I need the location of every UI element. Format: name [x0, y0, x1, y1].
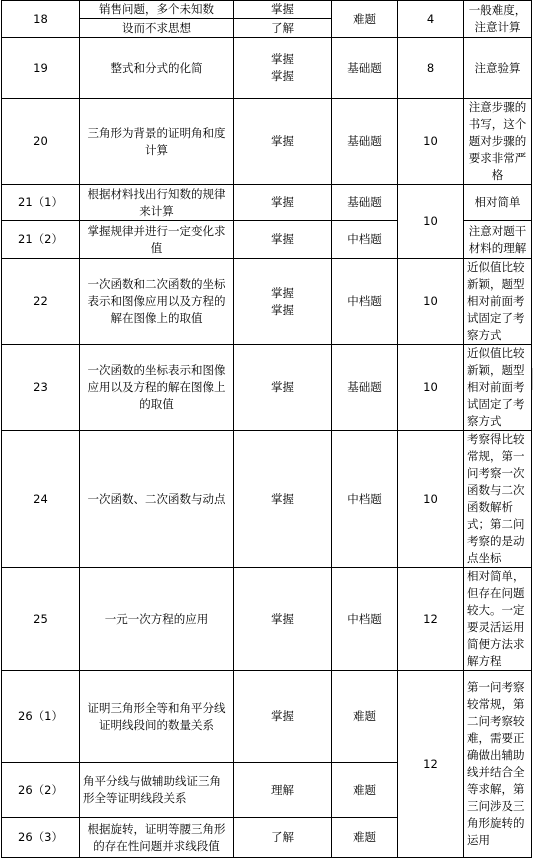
difficulty-cell: 难题	[332, 818, 398, 858]
table-row	[2, 345, 532, 431]
question-number: 26（1）	[2, 671, 80, 763]
difficulty-cell: 难题	[332, 671, 398, 763]
question-number: 18	[2, 1, 80, 38]
score-cell: 10	[398, 185, 464, 259]
table-row	[2, 259, 532, 345]
topic-cell: 角平分线与做辅助线证三角形全等证明线段关系	[80, 763, 234, 818]
question-number: 19	[2, 38, 80, 99]
score-cell: 10	[398, 431, 464, 568]
question-number: 25	[2, 568, 80, 671]
topic-cell: 一元一次方程的应用	[80, 568, 234, 671]
requirement-cell: 理解	[234, 763, 332, 818]
difficulty-cell: 难题	[332, 763, 398, 818]
topic-cell: 证明三角形全等和角平分线证明线段间的数量关系	[80, 671, 234, 763]
requirement-cell: 掌握	[234, 221, 332, 259]
score-cell: 10	[398, 259, 464, 345]
difficulty-cell: 中档题	[332, 221, 398, 259]
note-cell: 考察得比较常规，第一问考察一次函数与二次函数解析式；第二问考察的是动点坐标	[464, 431, 532, 568]
table-row	[2, 185, 532, 221]
table-row	[2, 1, 532, 19]
question-number: 26（2）	[2, 763, 80, 818]
requirement-cell: 了解	[234, 19, 332, 38]
table-row	[2, 568, 532, 671]
topic-cell: 一次函数和二次函数的坐标表示和图像应用以及方程的解在图像上的取值	[80, 259, 234, 345]
note-cell: 相对简单	[464, 185, 532, 221]
difficulty-cell: 中档题	[332, 568, 398, 671]
score-cell: 12	[398, 671, 464, 858]
question-number: 21（1）	[2, 185, 80, 221]
requirement-line: 掌握	[271, 69, 294, 83]
note-cell: 注意验算	[464, 38, 532, 99]
note-cell: 一般难度，注意计算	[464, 1, 532, 38]
note-cell: 相对简单，但存在问题较大。一定要灵活运用简便方法求解方程	[464, 568, 532, 671]
page-edge-marker	[532, 368, 538, 390]
requirement-line: 掌握	[271, 52, 294, 66]
requirement-cell: 掌握	[234, 99, 332, 185]
requirement-cell: 掌握	[234, 431, 332, 568]
requirement-line: 掌握	[271, 285, 294, 300]
difficulty-cell: 基础题	[332, 99, 398, 185]
topic-cell: 一次函数、二次函数与动点	[80, 431, 234, 568]
difficulty-cell: 基础题	[332, 345, 398, 431]
requirement-cell: 掌握	[234, 345, 332, 431]
requirement-cell	[234, 38, 332, 99]
question-number: 24	[2, 431, 80, 568]
note-cell: 注意对题干材料的理解	[464, 221, 532, 259]
table-row	[2, 99, 532, 185]
note-cell: 注意步骤的书写，这个题对步骤的要求非常严格	[464, 99, 532, 185]
note-cell: 近似值比较新颖，题型相对前面考试固定了考察方式	[464, 259, 532, 345]
score-cell: 4	[398, 1, 464, 38]
difficulty-cell: 基础题	[332, 185, 398, 221]
topic-cell: 设而不求思想	[80, 19, 234, 38]
difficulty-cell: 中档题	[332, 431, 398, 568]
topic-cell: 根据旋转，证明等腰三角形的存在性问题并求线段值	[80, 818, 234, 858]
question-number: 23	[2, 345, 80, 431]
requirement-cell: 掌握	[234, 671, 332, 763]
topic-cell: 掌握规律并进行一定变化求值	[80, 221, 234, 259]
topic-cell: 三角形为背景的证明角和度计算	[80, 99, 234, 185]
score-cell: 10	[398, 99, 464, 185]
requirement-cell: 掌握	[234, 185, 332, 221]
requirement-cell: 掌握	[234, 1, 332, 19]
question-number: 26（3）	[2, 818, 80, 858]
difficulty-cell: 基础题	[332, 38, 398, 99]
topic-cell: 一次函数的坐标表示和图像应用以及方程的解在图像上的取值	[80, 345, 234, 431]
table-row	[2, 38, 532, 99]
score-cell: 10	[398, 345, 464, 431]
table-row	[2, 671, 532, 763]
requirement-cell: 掌握	[234, 568, 332, 671]
note-cell: 第一问考察较常规，第二问考察较难，需要正确做出辅助线并结合全等求解，第三问涉及三角形旋转的运用	[464, 671, 532, 858]
difficulty-cell: 中档题	[332, 259, 398, 345]
requirement-cell: 了解	[234, 818, 332, 858]
note-cell: 近似值比较新颖，题型相对前面考试固定了考察方式	[464, 345, 532, 431]
difficulty-cell: 难题	[332, 1, 398, 38]
score-cell: 8	[398, 38, 464, 99]
table-row	[2, 431, 532, 568]
question-number: 21（2）	[2, 221, 80, 259]
score-cell: 12	[398, 568, 464, 671]
exam-analysis-table	[1, 0, 532, 858]
requirement-cell	[234, 259, 332, 345]
question-number: 22	[2, 259, 80, 345]
topic-cell: 整式和分式的化简	[80, 38, 234, 99]
topic-cell: 销售问题，多个未知数	[80, 1, 234, 19]
topic-cell: 根据材料找出行知数的规律来计算	[80, 185, 234, 221]
question-number: 20	[2, 99, 80, 185]
requirement-line: 掌握	[271, 302, 294, 317]
